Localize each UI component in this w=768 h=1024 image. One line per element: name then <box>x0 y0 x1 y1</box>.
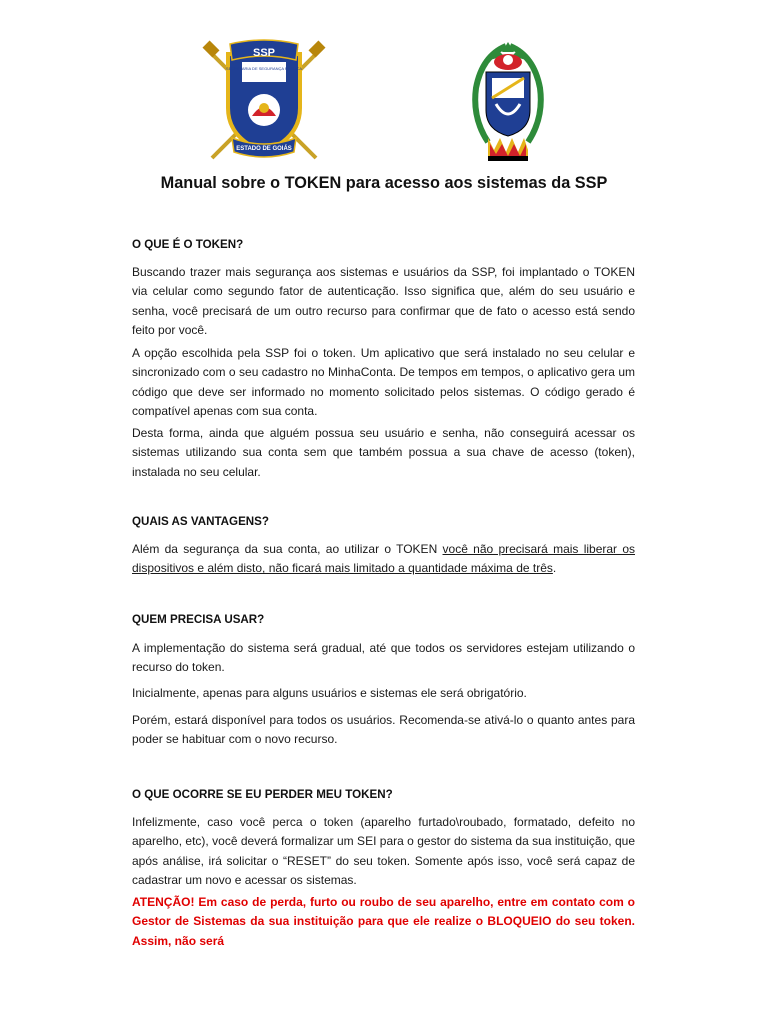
goias-coat-of-arms <box>466 38 550 162</box>
section-heading-advantages: QUAIS AS VANTAGENS? <box>132 515 269 528</box>
paragraph: Desta forma, ainda que alguém possua seu usuário e senha, não conseguirá acessar os sistemas utilizando sua conta sem que também possua a sua chave de acesso (token), instalada no seu celular. <box>132 426 635 479</box>
paragraph: A opção escolhida pela SSP foi o token. Um aplicativo que será instalado no seu celular e sincronizado com o seu cadastro no MinhaConta. De tempos em tempos, o aplicativo gera um código que deve ser informado no momento solicitado pelos sistemas. O código gerado é compatível apenas com sua conta. <box>132 346 635 419</box>
ssp-banner-text: SSP <box>252 47 276 59</box>
paragraph: Infelizmente, caso você perca o token (aparelho furtado\roubado, formatado, defeito no aparelho, etc), você deverá formalizar um SEI para o gestor do sistema da sua instituição, que após análise, irá solicitar o “RESET” do seu token. Somente após isso, você será capaz de cadastrar um novo e acessar os sistemas. <box>132 815 635 888</box>
paragraph: Buscando trazer mais segurança aos sistemas e usuários da SSP, foi implantado o TOKEN via celular como segundo fator de autenticação. Isso significa que, além do seu usuário e senha, você precisará de um outro recurso para confirmar que de fato o acesso está sendo feito por você. <box>132 265 635 338</box>
paragraph: Inicialmente, apenas para alguns usuários e sistemas ele será obrigatório. <box>132 686 527 700</box>
paragraph-text: Além da segurança da sua conta, ao utilizar o TOKEN <box>132 542 443 556</box>
paragraph: A implementação do sistema será gradual, até que todos os servidores estejam utilizando o recurso do token. <box>132 641 635 675</box>
paragraph-advantages <box>132 540 635 579</box>
section-heading-lost-token: O QUE OCORRE SE EU PERDER MEU TOKEN? <box>132 788 393 801</box>
section-heading-what-is-token: O QUE É O TOKEN? <box>132 238 244 251</box>
paragraph: Porém, estará disponível para todos os usuários. Recomenda-se ativá-lo o quanto antes para poder se habituar com o novo recurso. <box>132 713 635 747</box>
warning-paragraph: ATENÇÃO! Em caso de perda, furto ou roubo de seu aparelho, entre em contato com o Gestor de Sistemas da sua instituição para que ele realize o BLOQUEIO do seu token. Assim, não será <box>132 895 635 948</box>
ssp-ribbon-text: ESTADO DE GOIÁS <box>236 146 292 152</box>
underlined-text: você não precisará mais liberar os dispositivos e além disto, não ficará mais limitado a quantidade máxima de três <box>132 542 635 576</box>
section-heading-who-needs: QUEM PRECISA USAR? <box>132 613 265 626</box>
document-title: Manual sobre o TOKEN para acesso aos sistemas da SSP <box>160 174 608 192</box>
paragraph-text: . <box>552 561 557 576</box>
ssp-logo <box>196 38 332 162</box>
ssp-center-text: SECRETARIA DE SEGURANÇA PÚBLICA <box>225 66 303 71</box>
